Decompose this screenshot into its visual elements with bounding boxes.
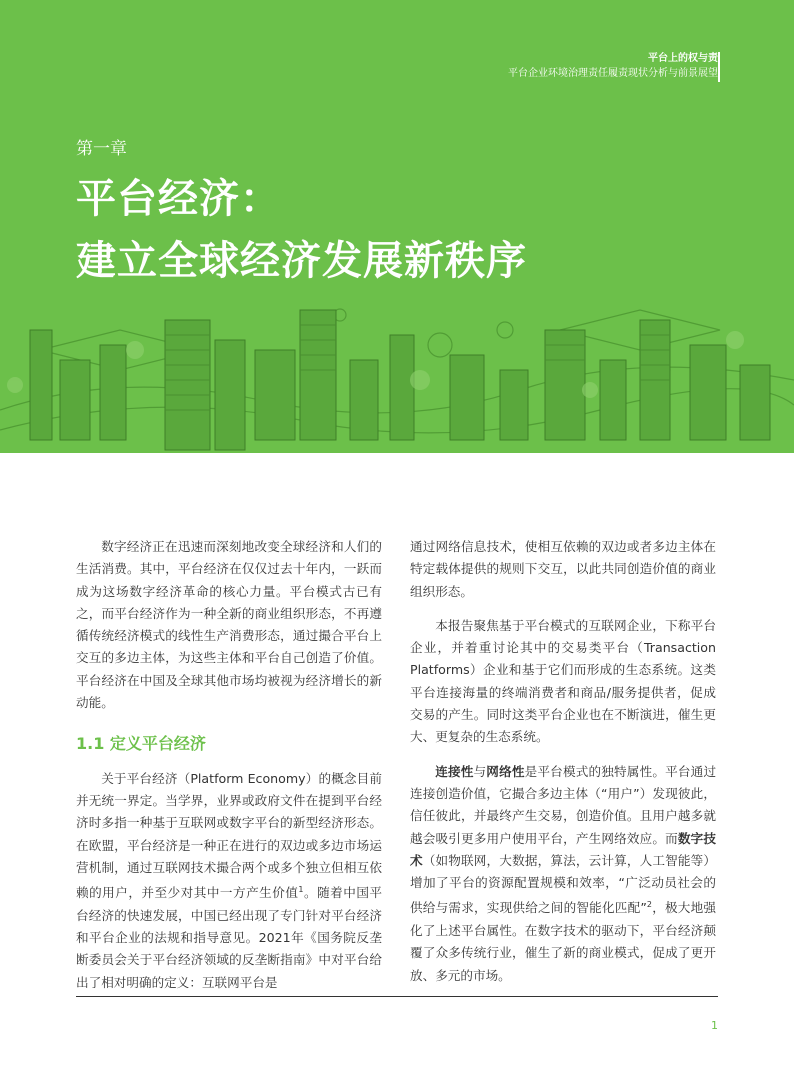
term-connectivity: 连接性 (435, 763, 474, 779)
chapter-label: 第一章 (76, 139, 127, 159)
page-number: 1 (711, 1019, 718, 1032)
definition-text-a: 关于平台经济（Platform Economy）的概念目前并无统一界定。当学界，业界或政府文件在提到平台经济时多指一种基于互联网或数字平台的新型经济形态。在欧盟，平台经济是一种正在进行的双边或多边市场运营机制，通过互联网技术撮合两个或多个独立但相互依赖的用户，并至少对其中一方产生价值 (76, 770, 382, 901)
definition-continuation: 通过网络信息技术，使相互依赖的双边或者多边主体在特定载体提供的规则下交互，以此共同创造价值的商业组织形态。 (410, 539, 716, 599)
definition-text-b: 。随着中国平台经济的快速发展，中国已经出现了专门针对平台经济和平台企业的法规和指导意见。2021年《国务院反垄断委员会关于平台经济领域的反垄断指南》中对平台给出了相对明确的定义：互联网平台是 (76, 885, 383, 990)
header-rule (718, 52, 720, 82)
intro-paragraph: 数字经济正在迅速而深刻地改变全球经济和人们的生活消费。其中，平台经济在仅仅过去十年内，一跃而成为这场数字经济革命的核心力量。平台模式古已有之，而平台经济作为一种全新的商业组织形态，不再遵循传统经济模式的线性生产消费形态，通过撮合平台上交互的多边主体，为这些主体和平台自己创造了价值。平台经济在中国及全球其他市场均被视为经济增长的新动能。 (76, 539, 382, 711)
platform-attributes-paragraph (410, 761, 716, 987)
term-digital-tech: 数字技术 (410, 830, 717, 868)
text-fragment: 与 (473, 763, 487, 779)
right-column (410, 536, 716, 987)
running-header (508, 52, 718, 82)
chapter-title (76, 168, 527, 292)
chapter-banner (0, 0, 794, 453)
footer-rule (76, 996, 718, 997)
report-title: 平台上的权与责 (648, 53, 718, 64)
report-subtitle: 平台企业环境治理责任履责现状分析与前景展望 (508, 68, 718, 79)
text-fragment: ，极大地强化了上述平台属性。在数字技术的驱动下，平台经济颠覆了众多传统行业，催生了新的商业模式，促成了更开放、多元的市场。 (410, 900, 716, 983)
section-heading: 1.1 定义平台经济 (76, 734, 206, 754)
footnote-ref-2[interactable]: 2 (646, 900, 652, 910)
text-fragment: （如物联网，大数据，算法，云计算，人工智能等）增加了平台的资源配置规模和效率，“广泛动员社会的供给与需求，实现供给之间的智能化匹配” (410, 852, 717, 916)
chapter-title-line-2: 建立全球经济发展新秩序 (76, 238, 527, 284)
term-network: 网络性 (486, 763, 525, 779)
chapter-title-line-1: 平台经济： (76, 176, 281, 222)
definition-paragraph (76, 768, 382, 994)
text-fragment: 是平台模式的独特属性。平台通过连接创造价值，它撮合多边主体（“用户”）发现彼此，信任彼此，并最终产生交易，创造价值。且用户越多就越会吸引更多用户使用平台，产生网络效应。而 (410, 763, 717, 846)
left-column (76, 536, 382, 994)
city-illustration (0, 290, 794, 453)
report-focus-paragraph: 本报告聚焦基于平台模式的互联网企业，下称平台企业，并着重讨论其中的交易类平台（Transaction Platforms）企业和基于它们而形成的生态系统。这类平台连接海量的终端消费者和商品/服务提供者，促成交易的产生。同时这类平台企业也在不断演进，催生更大、更复杂的生态系统。 (410, 617, 716, 745)
footnote-ref-1[interactable]: 1 (298, 885, 304, 895)
